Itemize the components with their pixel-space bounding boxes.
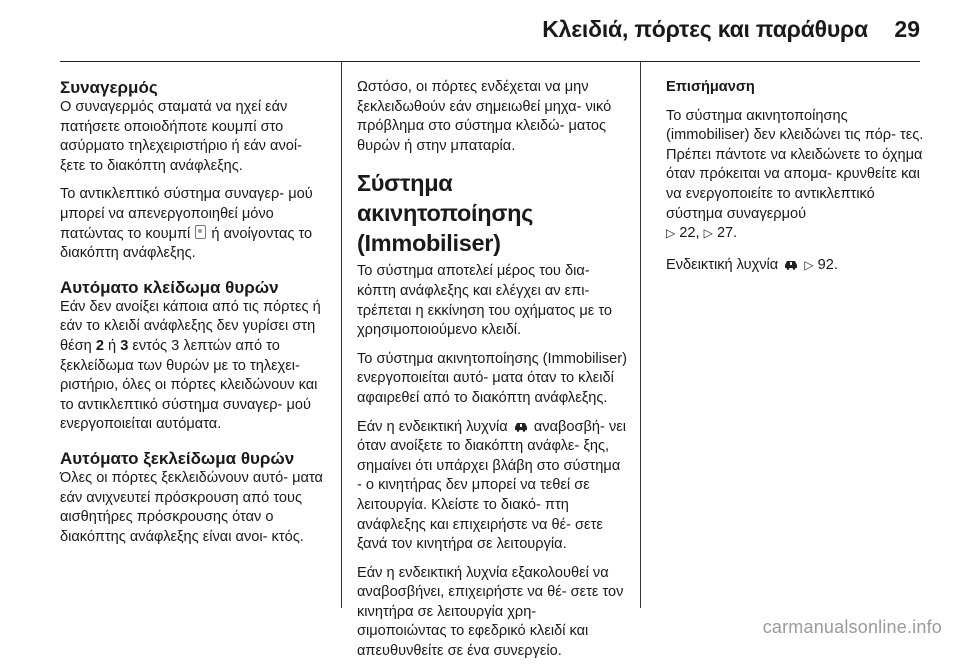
remote-key-button-icon [195, 225, 206, 239]
paragraph [60, 185, 328, 263]
paragraph: Το σύστημα αποτελεί μέρος του δια- κόπτη ανάφλεξης και ελέγχει αν επι- τρέπεται η εκκίνηση του οχήματος με το χρησιμοποιούμενο κλειδί. [357, 263, 613, 339]
paragraph: Το σύστημα ακινητοποίησης (immobiliser) δεν κλειδώνει τις πόρ- τες. Πρέπει πάντοτε να κλειδώνετε το όχημα όταν πρόκειται να απομα- κρυνθείτε και να ενεργοποιείτε το αντικλεπτικό σύστημα συναγερμού ▷ 22, ▷ 27. [666, 107, 924, 242]
text-run: Εάν η ενδεικτική λυχνία [357, 418, 508, 435]
paragraph: Όλες οι πόρτες ξεκλειδώνουν αυτό- ματα εάν ανιχνευτεί πρόσκρουση από τους αισθητήρες πρόσκρουσης όταν ο διακόπτης ανάφλεξης είναι ανοι- κτός. [60, 469, 323, 545]
text-run: Ενδεικτική λυχνία [666, 256, 779, 273]
text-run: ή [108, 337, 117, 354]
column-1 [60, 78, 328, 561]
section-heading: Αυτόματο κλείδωμα θυρών [60, 277, 279, 297]
page-reference[interactable]: 92 [817, 256, 834, 273]
page-number: 29 [894, 16, 920, 42]
column-3 [666, 78, 928, 284]
paragraph: Το σύστημα ακινητοποίησης (Immobiliser) ενεργοποιείται αυτό- ματα όταν το κλειδί αφαιρεθεί από το διακόπτη ανάφλεξης. [357, 350, 627, 406]
section-heading: Αυτόματο ξεκλείδωμα θυρών [60, 448, 295, 468]
text-run: Εάν δεν ανοίξει κάποια από τις πόρτες ή εάν το κλειδί ανάφλεξης δεν γυρίσει στη θέση [60, 298, 321, 354]
watermark: carmanualsonline.info [762, 617, 942, 637]
column-2 [357, 78, 629, 671]
header-rule [60, 61, 920, 62]
page-header [0, 0, 960, 62]
notice-box [666, 78, 928, 244]
text-run: Το σύστημα ακινητοποίησης (immobiliser) δεν κλειδώνει τις πόρ- τες. Πρέπει πάντοτε να κλειδώνετε το όχημα όταν πρόκειται να απομα- κρυνθείτε και να ενεργοποιείτε το αντικλεπτικό σύστημα συναγερμού [666, 107, 924, 222]
paragraph: Ο συναγερμός σταματά να ηχεί εάν πατήσετε οποιοδήποτε κουμπί στο ασύρματο τηλεχειριστήριο ή εάν ανοί- ξετε το διακόπτη ανάφλεξης. [60, 99, 302, 174]
chapter-heading: Σύστημα ακινητοποίησης (Immobiliser) [357, 170, 534, 257]
section-heading: Συναγερμός [60, 78, 158, 97]
immobiliser-warning-icon [514, 421, 528, 432]
position-number: 3 [120, 337, 129, 354]
text-run: Το αντικλεπτικό σύστημα συναγερ- μού μπορεί να απενεργοποιηθεί μόνο πατώντας το κουμπί [60, 186, 313, 242]
reference-arrow-icon: ▷ [666, 226, 676, 241]
reference-arrow-icon: ▷ [804, 257, 814, 272]
text-run: εντός 3 λεπτών από το ξεκλείδωμα των θυρών με το τηλεχει- ριστήριο, όλες οι πόρτες κλειδώνουν και το αντικλεπτικό σύστημα συναγερ- μού ενεργοποιείται αυτόματα. [60, 337, 318, 433]
paragraph: Ενδεικτική λυχνία ▷ 92. [666, 256, 838, 273]
text-run: αναβοσβή- νει όταν ανοίξετε το διακόπτη ανάφλε- ξης, σημαίνει ότι υπάρχει βλάβη στο σύστημα - ο κινητήρας δεν μπορεί να τεθεί σε λειτουργία. Κλείστε το διακό- πτη ανάφλεξης και επιχειρήστε να θέ- σετε ξανά τον κινητήρα σε λειτουργία. [357, 418, 627, 553]
running-title: Κλειδιά, πόρτες και παράθυρα [542, 16, 868, 42]
position-number: 2 [95, 337, 104, 354]
notice-title: Επισήμανση [666, 79, 755, 95]
paragraph [60, 298, 328, 435]
section-alarm [60, 78, 328, 264]
paragraph: Εάν η ενδεικτική λυχνία εξακολουθεί να αναβοσβήνει, επιχειρήστε να θέ- σετε τον κινητήρα σε λειτουργία χρη- σιμοποιώντας το εφεδρικό κλειδί και απευθυνθείτε σε ένα συνεργείο. [357, 564, 624, 660]
column-divider [640, 62, 641, 608]
reference-arrow-icon: ▷ [703, 226, 713, 241]
paragraph [357, 418, 629, 555]
immobiliser-warning-icon [784, 259, 798, 270]
page-reference[interactable]: 22 [679, 225, 696, 242]
section-auto-unlock [60, 449, 328, 547]
column-divider [341, 62, 342, 608]
section-auto-lock [60, 278, 328, 435]
page-reference[interactable]: 27 [716, 225, 734, 242]
paragraph: Ωστόσο, οι πόρτες ενδέχεται να μην ξεκλειδωθούν εάν σημειωθεί μηχα- νικό πρόβλημα στο σύστημα κλειδώ- ματος θυρών ή στην μπαταρία. [357, 79, 612, 154]
text-run: ή ανοίγοντας το διακόπτη ανάφλεξης. [60, 225, 313, 262]
